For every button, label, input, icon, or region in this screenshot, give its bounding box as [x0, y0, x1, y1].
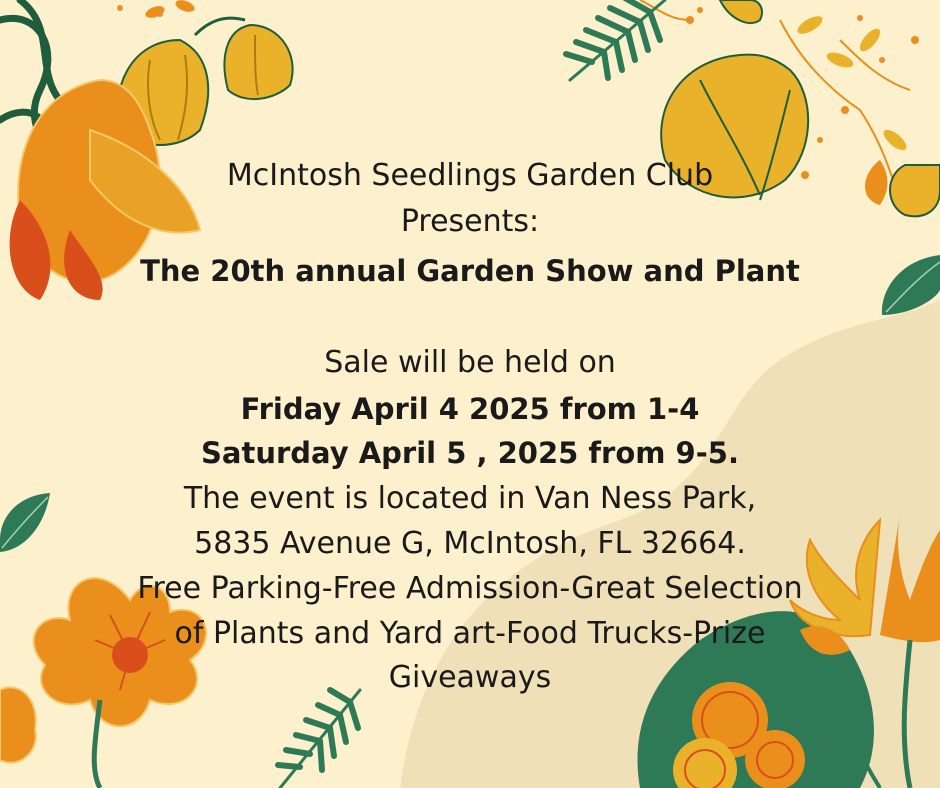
- event-title: The 20th annual Garden Show and Plant: [140, 254, 800, 288]
- features-line: Free Parking-Free Admission-Great Selection: [137, 571, 803, 606]
- fern-leaf-icon: [566, 0, 665, 80]
- presenter-line: McIntosh Seedlings Garden Club: [226, 158, 714, 193]
- sale-intro: Sale will be held on: [324, 345, 616, 380]
- location-line: The event is located in Van Ness Park,: [183, 481, 757, 516]
- fern-leaf-icon: [278, 690, 360, 788]
- features-line: of Plants and Yard art-Food Trucks-Prize: [174, 616, 766, 651]
- presents-line: Presents:: [400, 204, 540, 239]
- date-line-saturday: Saturday April 5 , 2025 from 9-5.: [201, 436, 739, 470]
- address-line: 5835 Avenue G, McIntosh, FL 32664.: [194, 526, 746, 561]
- features-line: Giveaways: [388, 660, 552, 695]
- date-line-friday: Friday April 4 2025 from 1-4: [240, 392, 700, 426]
